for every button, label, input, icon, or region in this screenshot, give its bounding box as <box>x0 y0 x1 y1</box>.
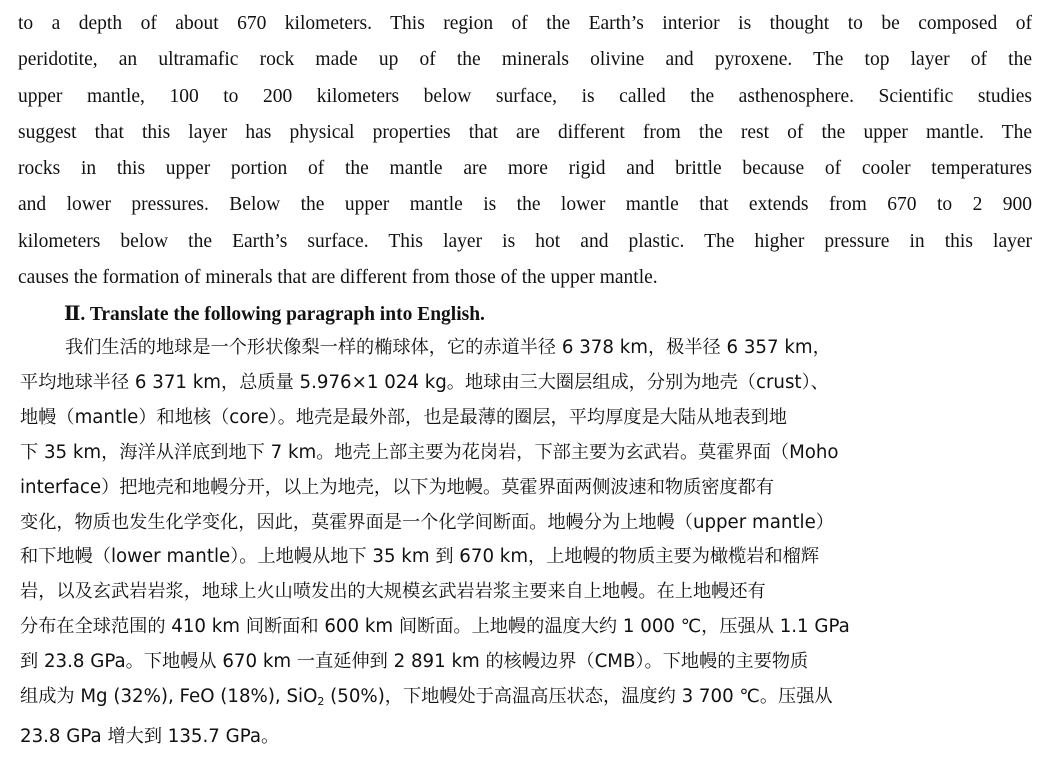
chinese-paragraph <box>20 331 1032 755</box>
paragraph-line: 下 35 km，海洋从洋底到地下 7 km。地壳上部主要为花岗岩，下部主要为玄武岩。莫霍界面（Moho <box>20 441 839 463</box>
english-passage <box>18 6 1032 296</box>
passage-line: suggest that this layer has physical properties that are different from the rest of the upper mantle. The <box>18 121 1032 143</box>
passage-line: rocks in this upper portion of the mantle are more rigid and brittle because of cooler temperatures <box>18 158 1032 180</box>
subscript-two: 2 <box>317 695 325 709</box>
passage-line: causes the formation of minerals that are different from those of the upper mantle. <box>18 267 658 289</box>
paragraph-line: 平均地球半径 6 371 km，总质量 5.976×1 024 kg。地球由三大圈层组成，分别为地壳（crust）、 <box>20 371 829 393</box>
passage-line: and lower pressures. Below the upper mantle is the lower mantle that extends from 670 to 2 900 <box>18 194 1032 216</box>
paragraph-line: 我们生活的地球是一个形状像梨一样的椭球体，它的赤道半径 6 378 km，极半径 6 357 km， <box>65 337 831 358</box>
paragraph-line: 23.8 GPa 增大到 135.7 GPa。 <box>20 725 280 747</box>
paragraph-line: 分布在全球范围的 410 km 间断面和 600 km 间断面。上地幔的温度大约 1 000 ℃，压强从 1.1 GPa <box>20 616 850 638</box>
paragraph-line: 变化，物质也发生化学变化，因此，莫霍界面是一个化学间断面。地幔分为上地幔（upper mantle） <box>20 511 834 533</box>
exercise-heading: Ⅱ. Translate the following paragraph into English. <box>64 304 485 325</box>
passage-line: kilometers below the Earth’s surface. This layer is hot and plastic. The higher pressure in this layer <box>18 230 1032 252</box>
paragraph-line: 到 23.8 GPa。下地幔从 670 km 一直延伸到 2 891 km 的核幔边界（CMB）。下地幔的主要物质 <box>20 651 809 673</box>
passage-line: upper mantle, 100 to 200 kilometers below surface, is called the asthenosphere. Scientific studies <box>18 85 1032 107</box>
passage-line: to a depth of about 670 kilometers. This region of the Earth’s interior is thought to be composed of <box>18 13 1032 34</box>
passage-line: peridotite, an ultramafic rock made up of the minerals olivine and pyroxene. The top layer of the <box>18 49 1032 71</box>
paragraph-line: 地幔（mantle）和地核（core）。地壳是最外部，也是最薄的圈层，平均厚度是大陆从地表到地 <box>20 406 787 428</box>
paragraph-line: interface）把地壳和地幔分开，以上为地壳，以下为地幔。莫霍界面两侧波速和物质密度都有 <box>20 476 775 498</box>
paragraph-line: 和下地幔（lower mantle）。上地幔从地下 35 km 到 670 km，上地幔的物质主要为橄榄岩和榴辉 <box>20 546 820 568</box>
paragraph-line-composition <box>20 680 1032 720</box>
composition-text: 组成为 Mg (32%), FeO (18%), SiO <box>20 686 318 708</box>
composition-text-rest: (50%)，下地幔处于高温高压状态，温度约 3 700 ℃。压强从 <box>324 686 833 708</box>
paragraph-line: 岩，以及玄武岩岩浆，地球上火山喷发出的大规模玄武岩岩浆主要来自上地幔。在上地幔还有 <box>20 581 766 603</box>
